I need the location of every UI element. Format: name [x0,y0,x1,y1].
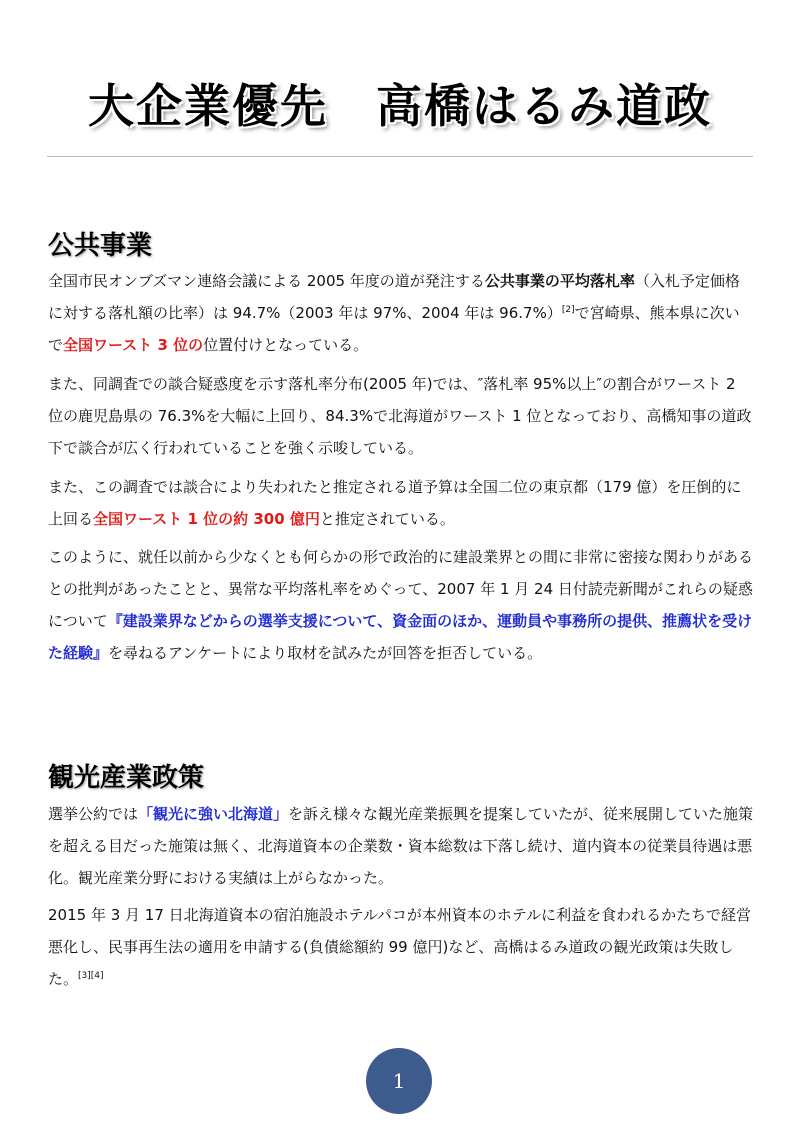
paragraph-tourism-1 [48,798,754,894]
highlight-red: 全国ワースト 1 位の約 300 億円 [93,510,320,528]
text-run: また、この調査では談合により失われたと推定される道予算は全国二位の東京都（179 億）を圧倒的に上回る [48,478,742,528]
title-divider [47,156,753,157]
paragraph-public-works-4 [48,541,754,669]
text-run: 選挙公約では [48,805,139,823]
page-number-badge [366,1048,432,1114]
section-heading-public-works: 公共事業 [48,231,153,261]
highlight-red: 全国ワースト 3 位の [63,336,204,354]
highlight-blue: 『建設業界などからの選挙支援について、資金面のほか、運動員や事務所の提供、推薦状を受けた経験』 [48,612,753,662]
text-run: を尋ねるアンケートにより取材を試みたが回答を拒否している。 [108,644,543,662]
text-run: を訴え様々な観光産業振興を提案していたが、従来展開していた施策を超える目だった施策は無く、北海道資本の企業数・資本総数は下落し続け、道内資本の従業員待遇は悪化。観光産業分野における実績は上がらなかった。 [48,805,754,887]
paragraph-public-works-3 [48,471,754,535]
text-run: （入札予定価格に対する落札額の比率）は 94.7%（2003 年は 97%、2004 年は 96.7%） [48,272,740,322]
highlight-blue: 「観光に強い北海道」 [138,805,289,823]
reference-link[interactable]: [2] [561,305,575,315]
text-run: で宮崎県、熊本県に次いで [48,304,740,354]
text-run: 全国市民オンブズマン連絡会議による 2005 年度の道が発注する [48,272,485,290]
section-heading-tourism: 観光産業政策 [48,763,205,793]
text-run: このように、就任以前から少なくとも何らかの形で政治的に建設業界との間に非常に密接な関わりがあるとの批判があったことと、異常な平均落札率をめぐって、2007 年 1 月 24 日付読売新聞がこれらの疑惑について [48,548,754,630]
text-run: と推定されている。 [319,510,455,528]
paragraph-public-works-1 [48,265,754,361]
bold-text: 公共事業の平均落札率 [484,272,635,290]
text-run: 位置付けとなっている。 [203,336,369,354]
paragraph-public-works-2: また、同調査での談合疑惑度を示す落札率分布(2005 年)では、″落札率 95%以上″の割合がワースト 2 位の鹿児島県の 76.3%を大幅に上回り、84.3%で北海道がワースト 1 位となっており、高橋知事の道政下で談合が広く行われていることを強く示唆している。 [48,375,752,457]
paragraph-tourism-2 [48,899,754,995]
document-title: 大企業優先 高橋はるみ道政 [88,79,712,133]
page-number: 1 [392,1069,406,1093]
text-run: 2015 年 3 月 17 日北海道資本の宿泊施設ホテルパコが本州資本のホテルに利益を食われるかたちで経営悪化し、民事再生法の適用を申請する(負債総額約 99 億円)など、高橋はるみ道政の観光政策は失敗した。 [48,906,751,988]
reference-link[interactable]: [3][4] [78,971,104,981]
